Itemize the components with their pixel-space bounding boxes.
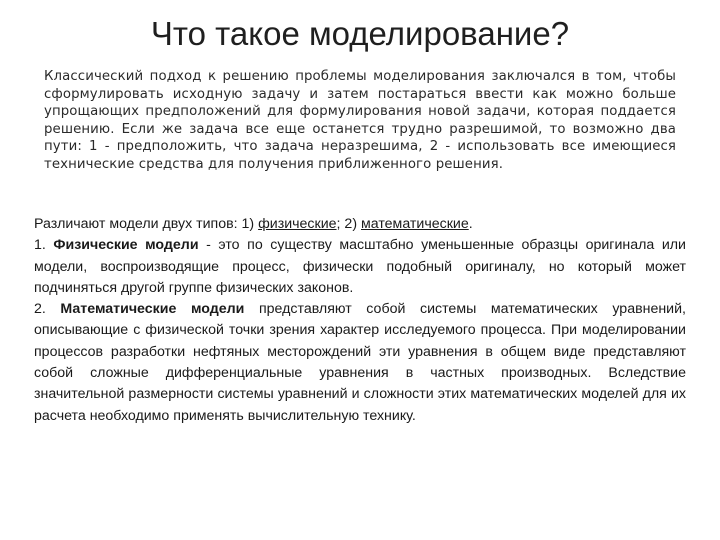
- item2-term: Математические модели: [60, 301, 245, 318]
- item1-num: 1.: [34, 237, 54, 254]
- types-suffix: .: [468, 216, 473, 232]
- item2-text: представляют собой системы математических уравнений, описывающие с физической точки зрения характер исследуемого процесса. При моделировании процессов разработки нефтяных месторождений эти уравнения в общем виде представляют собой сложные дифференциальные уравнения в частных производных. Вследствие значительной размерности системы уравнений и сложности этих математических моделей для их расчета необходимо применять вычислительную технику.: [34, 301, 686, 424]
- intro-paragraph: Классический подход к решению проблемы моделирования заключался в том, чтобы сформулировать исходную задачу и затем постараться ввести как можно больше упрощающих предположений для формулирования новой задачи, которая поддается решению. Если же задача все еще останется трудно разрешимой, то возможно два пути: 1 - предположить, что задача неразрешима, 2 - использовать все имеющиеся технические средства для получения приближенного решения.: [44, 69, 676, 172]
- item1-term: Физические модели: [53, 237, 199, 254]
- model-types-line: [34, 214, 686, 235]
- types-prefix: Различают модели двух типов: 1): [34, 216, 259, 232]
- types-sep: ; 2): [336, 216, 361, 232]
- physical-link: физические: [258, 216, 337, 232]
- slide-title: Что такое моделирование?: [150, 15, 570, 52]
- item-math: [34, 299, 686, 427]
- item-physical: [34, 235, 686, 299]
- math-link: математические: [361, 216, 469, 232]
- body-text: [34, 214, 686, 427]
- item1-text: - это по существу масштабно уменьшенные образцы оригинала или модели, воспроизводящие процесс, физически подобный оригиналу, но который может подчиняться другой группе физических законов.: [34, 237, 686, 296]
- item2-num: 2.: [34, 301, 61, 318]
